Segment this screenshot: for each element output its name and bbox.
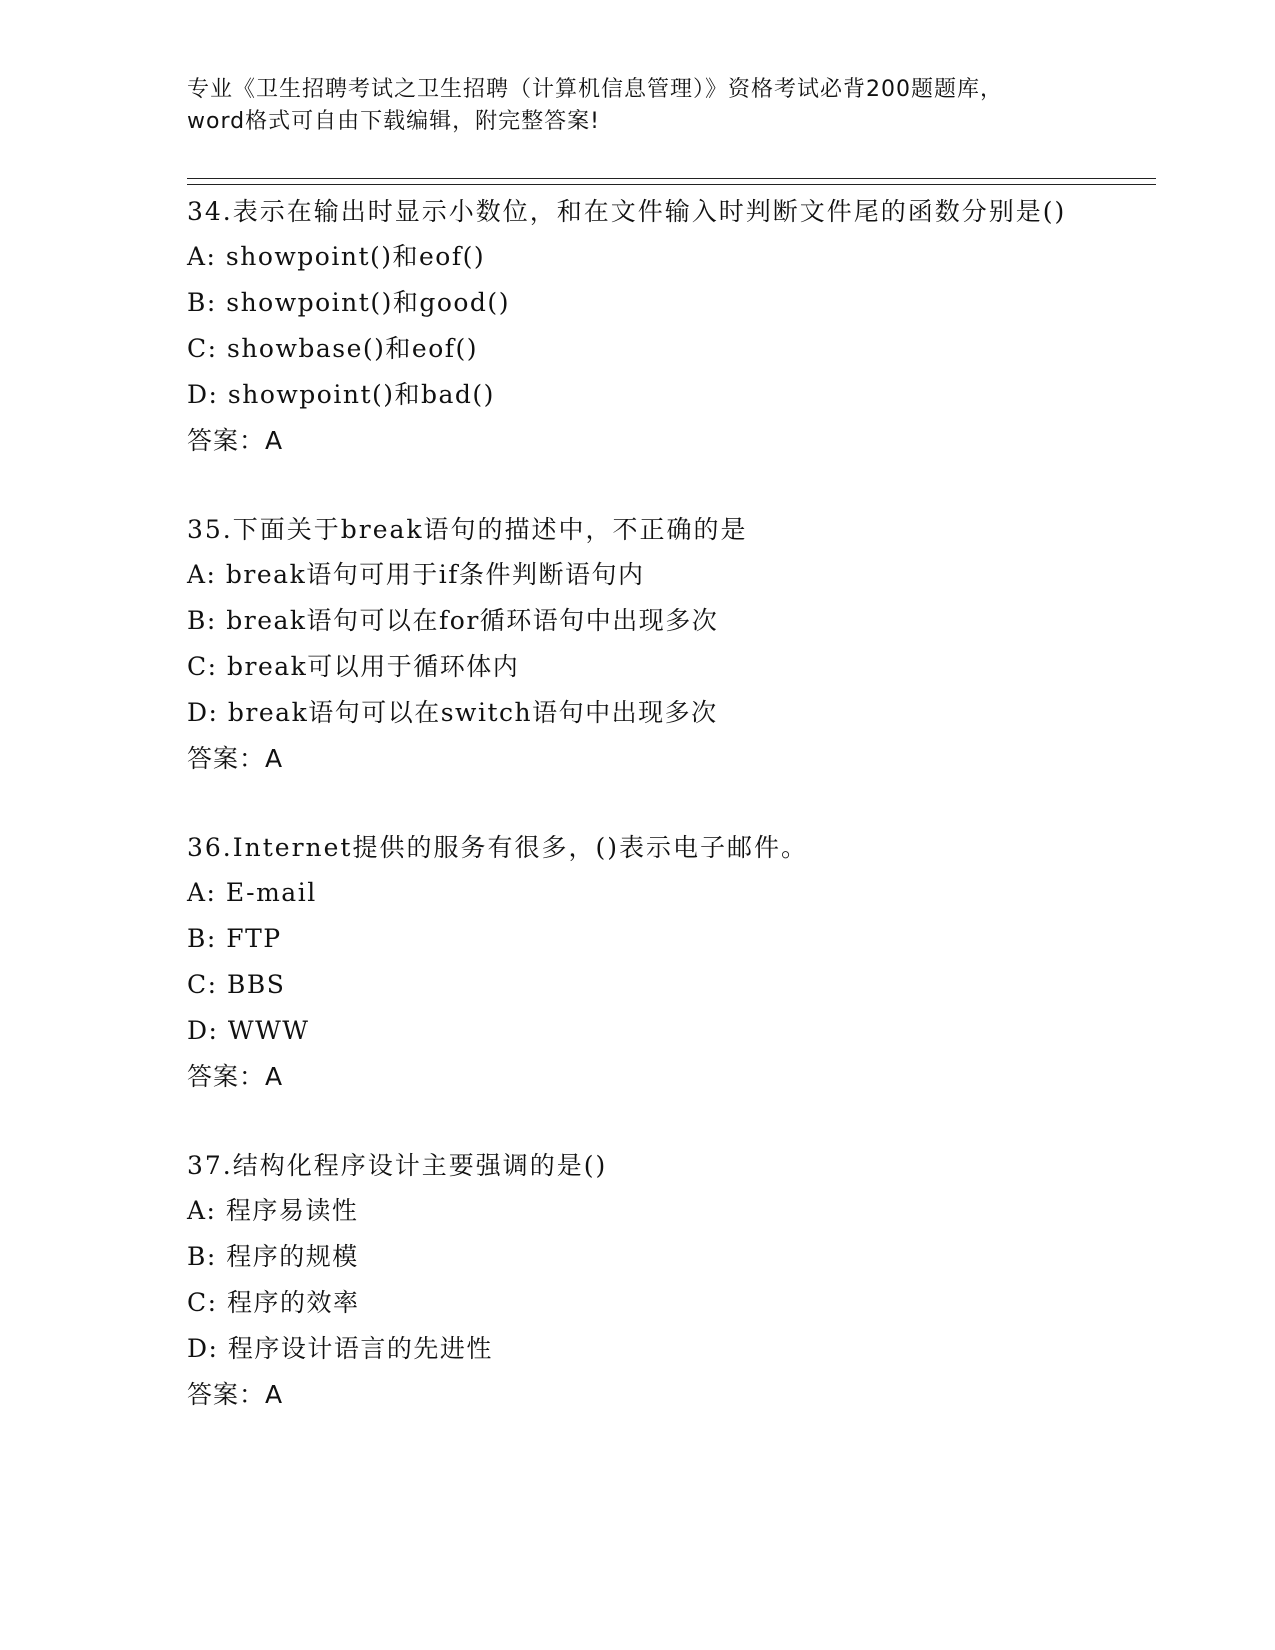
question-list — [187, 190, 1107, 1462]
header-line-1: 专业《卫生招聘考试之卫生招聘（计算机信息管理）》资格考试必背200题题库， — [187, 77, 1003, 102]
answer-text: 答案：A — [187, 744, 284, 773]
answer-text: 答案：A — [187, 1062, 284, 1091]
header-divider-top — [187, 178, 1156, 179]
option-d: D: showpoint()和bad() — [187, 380, 495, 409]
option-a: A: break语句可用于if条件判断语句内 — [187, 560, 645, 589]
question-stem: 36.Internet提供的服务有很多，()表示电子邮件。 — [187, 833, 808, 862]
option-b: B: 程序的规模 — [187, 1242, 359, 1271]
option-a: A: 程序易读性 — [187, 1196, 359, 1225]
header-line-2: word格式可自由下载编辑，附完整答案! — [187, 109, 600, 134]
header-divider-bottom — [187, 184, 1156, 185]
option-d: D: 程序设计语言的先进性 — [187, 1334, 493, 1363]
question-36 — [187, 826, 1107, 1100]
document-header — [187, 74, 1087, 138]
question-stem: 35.下面关于break语句的描述中，不正确的是 — [187, 515, 748, 544]
option-c: C: showbase()和eof() — [187, 334, 479, 363]
option-c: C: 程序的效率 — [187, 1288, 360, 1317]
option-b: B: FTP — [187, 924, 282, 953]
option-c: C: BBS — [187, 970, 286, 999]
option-d: D: WWW — [187, 1016, 310, 1045]
answer-text: 答案：A — [187, 426, 284, 455]
question-35 — [187, 508, 1107, 782]
option-c: C: break可以用于循环体内 — [187, 652, 520, 681]
question-stem: 34.表示在输出时显示小数位，和在文件输入时判断文件尾的函数分别是() — [187, 197, 1067, 226]
question-37 — [187, 1144, 1107, 1418]
option-a: A: showpoint()和eof() — [187, 242, 486, 271]
answer-text: 答案：A — [187, 1380, 284, 1409]
option-a: A: E-mail — [187, 878, 317, 907]
option-b: B: break语句可以在for循环语句中出现多次 — [187, 606, 719, 635]
option-b: B: showpoint()和good() — [187, 288, 510, 317]
question-stem: 37.结构化程序设计主要强调的是() — [187, 1151, 608, 1180]
question-34 — [187, 190, 1107, 464]
option-d: D: break语句可以在switch语句中出现多次 — [187, 698, 718, 727]
